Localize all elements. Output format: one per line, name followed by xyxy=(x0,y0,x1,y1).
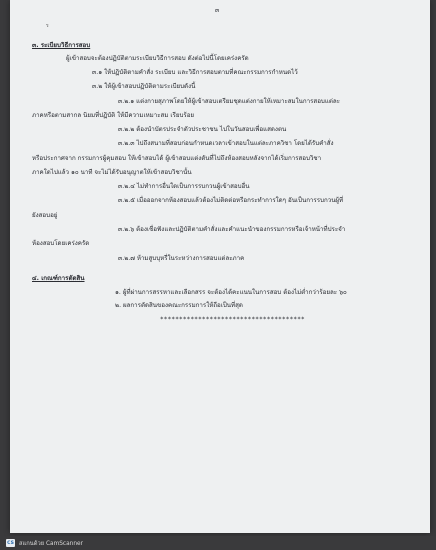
section4-item1: ๑. ผู้ที่ผ่านการสรรหาและเลือกสรร จะต้องได้คะแนนในการสอบ ต้องไม่ต่ำกว่าร้อยละ ๖๐ xyxy=(115,289,347,296)
section3-sub3-line3: ภาคใดไปแล้ว ๑๐ นาที จะไม่ได้รับอนุญาตให้เข้าสอบวิชานั้น xyxy=(32,169,192,176)
section3-sub1-line2: ภาคหรือตามสากล นิยมที่ปฏิบัติ ให้มีความเหมาะสม เรียบร้อย xyxy=(32,112,195,119)
section3-heading: ๓. ระเบียบวิธีการสอบ xyxy=(32,42,91,49)
section-divider: ************************************** xyxy=(160,316,305,323)
section3-sub3-line1: ๓.๒.๓ ไปถึงสนามที่สอบก่อนกำหนดเวลาเข้าสอบในแต่ละภาควิชา โดยได้รับคำสั่ง xyxy=(118,140,334,147)
page-number: ๓ xyxy=(215,7,220,14)
section3-sub7: ๓.๒.๗ ห้ามสูบบุหรี่ในระหว่างการสอบแต่ละภาค xyxy=(118,255,245,262)
corner-mark: ร xyxy=(46,23,49,29)
section3-item2: ๓.๒ ให้ผู้เข้าสอบปฏิบัติตามระเบียบดังนี้ xyxy=(92,83,196,90)
section4-item2: ๒. ผลการตัดสินของคณะกรรมการให้ถือเป็นที่สุด xyxy=(115,302,243,309)
section3-sub6-line1: ๓.๒.๖ ต้องเชื่อฟังและปฏิบัติตามคำสั่งและคำแนะนำของกรรมการหรือเจ้าหน้าที่ประจำ xyxy=(118,226,346,233)
document-page xyxy=(10,0,430,533)
section4-heading: ๔. เกณฑ์การตัดสิน xyxy=(32,275,85,282)
section3-intro: ผู้เข้าสอบจะต้องปฏิบัติตามระเบียบวิธีการสอบ ดังต่อไปนี้โดยเคร่งครัด xyxy=(66,55,249,62)
section3-sub4: ๓.๒.๔ ไม่ทำการอื่นใดเป็นการรบกวนผู้เข้าสอบอื่น xyxy=(118,183,250,190)
section3-sub6-line2: ห้องสอบโดยเคร่งครัด xyxy=(32,240,90,247)
scanner-footer xyxy=(0,536,436,550)
section3-sub2: ๓.๒.๒ ต้องนำบัตรประจำตัวประชาชน ไปในวันสอบเพื่อแสดงตน xyxy=(118,126,287,133)
section3-sub5-line1: ๓.๒.๕ เมื่อออกจากห้องสอบแล้วต้องไม่ติดต่อหรือกระทำการใดๆ อันเป็นการรบกวนผู้ที่ xyxy=(118,197,344,204)
section3-sub1-line1: ๓.๒.๑ แต่งกายสุภาพโดยให้ผู้เข้าสอบเตรียมชุดแต่งกายให้เหมาะสมในการสอบแต่ละ xyxy=(118,98,340,105)
scanner-label: สแกนด้วย CamScanner xyxy=(19,541,83,547)
camscanner-icon: CS xyxy=(7,540,14,546)
section3-sub3-line2: หรือประกาศจาก กรรมการผู้คุมสอบ ให้เข้าสอบได้ ผู้เข้าสอบแต่งตันที่ไปถึงห้องสอบหลังจากได้เริ่มการสอบวิชา xyxy=(32,155,322,162)
section3-sub5-line2: ยังสอบอยู่ xyxy=(32,212,58,219)
section3-item1: ๓.๑ ให้ปฏิบัติตามคำสั่ง ระเบียบ และวิธีการสอบตามที่คณะกรรมการกำหนดไว้ xyxy=(92,69,298,76)
